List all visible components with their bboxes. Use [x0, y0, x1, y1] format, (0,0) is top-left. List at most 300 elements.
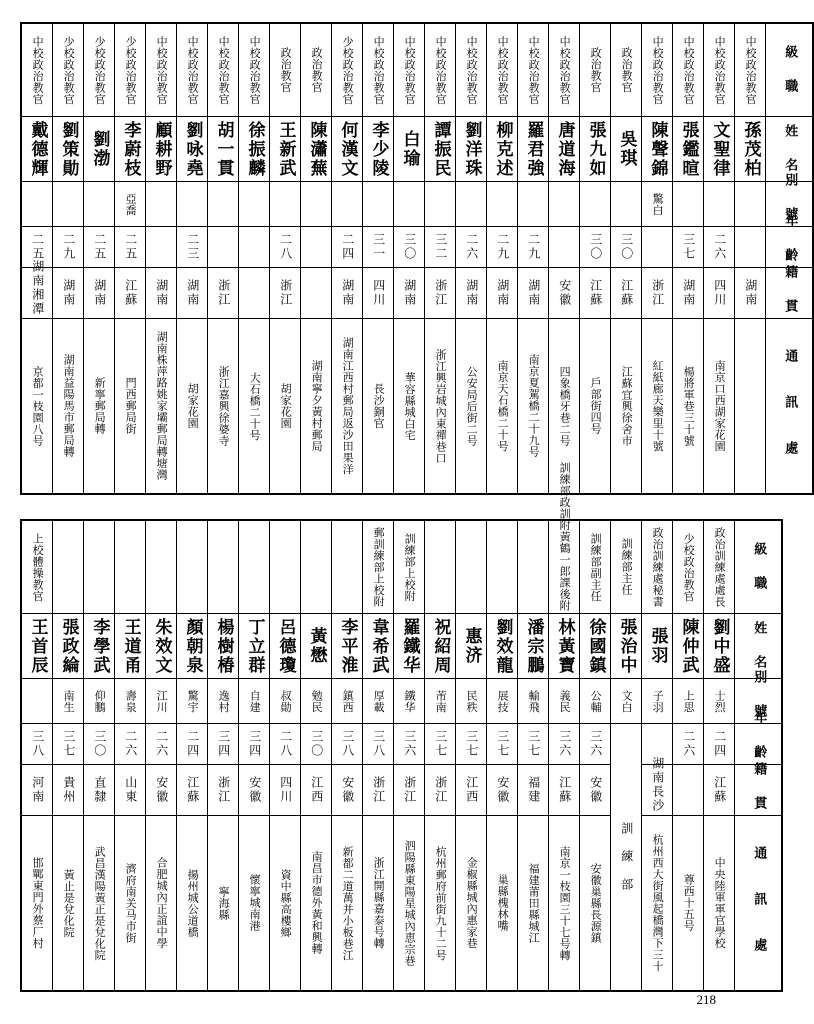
cell-name: 陳瀟蕪 [301, 117, 332, 182]
cell-alias [735, 182, 766, 227]
cell-address: 巢縣槐林嘴 [487, 816, 518, 992]
cell-alias [177, 182, 208, 227]
cell-name: 劉中盛 [704, 614, 735, 679]
cell-alias [270, 182, 301, 227]
cell-address: 湖南寧夕黃村郵局 [301, 319, 332, 495]
cell-rank: 中校政治教官 [425, 23, 456, 117]
cell-origin: 貴州 [53, 765, 84, 816]
cell-rank [84, 520, 115, 614]
cell-address: 黃止是兌化院 [53, 816, 84, 992]
cell-alias: 自建 [239, 679, 270, 724]
cell-origin: 江蘇 [115, 268, 146, 319]
cell-age: 三六 [394, 724, 425, 765]
cell-name: 柳克述 [487, 117, 518, 182]
cell-address: 大石橋二十号 [239, 319, 270, 495]
table-row-rank [21, 520, 782, 614]
cell-alias [425, 182, 456, 227]
cell-name: 王首辰 [21, 614, 53, 679]
cell-age: 二五 [84, 227, 115, 268]
cell-age: 二六 [115, 724, 146, 765]
cell-alias: 文白 [611, 679, 642, 724]
cell-name: 譚振民 [425, 117, 456, 182]
cell-age: 二八 [270, 227, 301, 268]
cell-origin [239, 268, 270, 319]
cell-name: 王道甬 [115, 614, 146, 679]
cell-origin: 安徽 [487, 765, 518, 816]
cell-address: 浙江興岩城內東禪巷口 [425, 319, 456, 495]
cell-rank: 上校體操教官 [21, 520, 53, 614]
cell-origin: 江西 [301, 765, 332, 816]
cell-alias: 子羽 [642, 679, 673, 724]
cell-rank [239, 520, 270, 614]
cell-name: 林黃寶 [549, 614, 580, 679]
table-row-name [21, 117, 813, 182]
cell-age: 三四 [208, 724, 239, 765]
cell-age [642, 227, 673, 268]
cell-alias: 上思 [673, 679, 704, 724]
cell-name: 朱效文 [146, 614, 177, 679]
cell-age: 三八 [21, 724, 53, 765]
cell-origin: 湖南 [332, 268, 363, 319]
table-row-age [21, 227, 813, 268]
cell-alias [301, 182, 332, 227]
cell-origin: 浙江 [363, 765, 394, 816]
cell-origin: 直隸 [84, 765, 115, 816]
cell-address: 浙江嘉興徐婆寺 [208, 319, 239, 495]
cell-rank: 政治教官 [580, 23, 611, 117]
cell-age: 三一 [363, 227, 394, 268]
cell-name: 何漢文 [332, 117, 363, 182]
cell-origin: 湖南 [177, 268, 208, 319]
cell-name: 祝紹周 [425, 614, 456, 679]
cell-age [301, 227, 332, 268]
cell-address: 南京一枝園三十七号轉 [549, 816, 580, 992]
cell-age [208, 227, 239, 268]
column-header-name: 姓 名 [735, 614, 783, 679]
cell-age: 二六 [673, 724, 704, 765]
cell-origin: 江蘇 [611, 268, 642, 319]
cell-address: 杭州西大街風起橋灣下三十 [642, 816, 673, 992]
cell-name: 徐國鎮 [580, 614, 611, 679]
cell-origin: 福建 [518, 765, 549, 816]
cell-alias: 勉民 [301, 679, 332, 724]
cell-name: 丁立群 [239, 614, 270, 679]
cell-address: 泗陽縣東陽星城內恵宗巷 [394, 816, 425, 992]
cell-age [735, 227, 766, 268]
cell-origin: 江蘇 [177, 765, 208, 816]
cell-rank [53, 520, 84, 614]
cell-alias: 壽泉 [115, 679, 146, 724]
cell-age: 三〇 [611, 227, 642, 268]
cell-rank: 政治訓練處處長 [704, 520, 735, 614]
cell-origin: 江蘇 [549, 765, 580, 816]
cell-address: 胡家花園 [270, 319, 301, 495]
cell-age: 二六 [146, 724, 177, 765]
cell-name: 張治中 [611, 614, 642, 679]
cell-name: 顧耕野 [146, 117, 177, 182]
cell-name: 張鑑暄 [673, 117, 704, 182]
cell-alias [21, 182, 53, 227]
cell-age: 三〇 [301, 724, 332, 765]
cell-name: 吳琪 [611, 117, 642, 182]
column-header-rank: 級 職 [766, 23, 814, 117]
cell-name: 戴德輝 [21, 117, 53, 182]
cell-alias: 逸村 [208, 679, 239, 724]
cell-age [239, 227, 270, 268]
table-row-address [21, 816, 782, 992]
cell-address: 濟府南关马市街 [115, 816, 146, 992]
cell-address: 福建莆田縣城江 [518, 816, 549, 992]
cell-origin: 江西 [456, 765, 487, 816]
cell-rank: 政治訓練處秘書 [642, 520, 673, 614]
cell-rank: 中校政治教官 [239, 23, 270, 117]
cell-alias [456, 182, 487, 227]
cell-age: 三七 [518, 724, 549, 765]
table-row-rank [21, 23, 813, 117]
cell-age: 三八 [332, 724, 363, 765]
cell-address: 公安局后街二号 [456, 319, 487, 495]
cell-origin: 浙江 [270, 268, 301, 319]
cell-alias [239, 182, 270, 227]
cell-age: 三〇 [394, 227, 425, 268]
cell-rank: 中校政治教官 [208, 23, 239, 117]
cell-origin: 四川 [704, 268, 735, 319]
cell-address: 杭州郵府前街九十二号 [425, 816, 456, 992]
cell-rank: 中校政治教官 [487, 23, 518, 117]
cell-name: 劉洋珠 [456, 117, 487, 182]
table-row-name [21, 614, 782, 679]
cell-alias [549, 182, 580, 227]
cell-age: 三七 [425, 724, 456, 765]
cell-name: 羅鐵华 [394, 614, 425, 679]
table-row-address [21, 319, 813, 495]
cell-origin: 四川 [363, 268, 394, 319]
cell-origin: 湖南 [84, 268, 115, 319]
cell-address: 合肥城內正誼中學 [146, 816, 177, 992]
cell-age: 二三 [177, 227, 208, 268]
cell-address: 懷寧城南港 [239, 816, 270, 992]
cell-address: 華容縣城白宅 [394, 319, 425, 495]
cell-alias [518, 182, 549, 227]
cell-name: 呂德瓊 [270, 614, 301, 679]
cell-address: 寧海縣 [208, 816, 239, 992]
cell-name: 唐道海 [549, 117, 580, 182]
cell-age: 二五 [115, 227, 146, 268]
column-header-alias: 別 號 [735, 679, 783, 724]
column-header-age: 年 齡 [735, 724, 783, 765]
cell-origin: 湖南 [487, 268, 518, 319]
cell-alias [146, 182, 177, 227]
cell-age: 三二 [425, 227, 456, 268]
cell-alias [704, 182, 735, 227]
cell-rank: 中校政治教官 [177, 23, 208, 117]
page-number: 218 [696, 992, 716, 1007]
column-header-alias: 別 號 [766, 182, 814, 227]
cell-address: 南京天石橋二十号 [487, 319, 518, 495]
cell-alias [611, 182, 642, 227]
cell-age: 三七 [673, 227, 704, 268]
cell-address: 江蘇宜興徐舍市 [611, 319, 642, 495]
cell-origin: 湖南 [518, 268, 549, 319]
cell-alias: 厚載 [363, 679, 394, 724]
column-header-address: 通 訊 處 [766, 319, 814, 495]
cell-origin: 安徽 [332, 765, 363, 816]
cell-name: 文聖律 [704, 117, 735, 182]
cell-name: 劉效龍 [487, 614, 518, 679]
cell-address: 邯鄲東門外蔡厂村 [21, 816, 53, 992]
cell-origin: 湖南 [735, 268, 766, 319]
cell-alias [363, 182, 394, 227]
table-row-age [21, 724, 782, 765]
cell-origin: 山東 [115, 765, 146, 816]
cell-name: 顏朝泉 [177, 614, 208, 679]
cell-address: 揚州城公道橋 [177, 816, 208, 992]
cell-address: 湖南益陽馬市郵局轉 [53, 319, 84, 495]
cell-rank [301, 520, 332, 614]
column-header-name: 姓 名 [766, 117, 814, 182]
cell-rank: 政治教官 [270, 23, 301, 117]
cell-origin: 湖南 [456, 268, 487, 319]
cell-origin: 浙江 [425, 765, 456, 816]
cell-address: 浙江開縣嘉泰号轉 [363, 816, 394, 992]
cell-name: 李學武 [84, 614, 115, 679]
cell-age: 二六 [456, 227, 487, 268]
cell-name: 楊樹椿 [208, 614, 239, 679]
cell-address: 紅紙廊天樂里十號 [642, 319, 673, 495]
cell-rank [115, 520, 146, 614]
cell-origin: 湖南湘潭 [21, 268, 53, 319]
cell-age: 三〇 [84, 724, 115, 765]
cell-age: 二四 [332, 227, 363, 268]
cell-name: 劉咏堯 [177, 117, 208, 182]
cell-age: 三四 [239, 724, 270, 765]
cell-address: 京都一枝園八号 [21, 319, 53, 495]
cell-name: 王新武 [270, 117, 301, 182]
column-header-rank: 級 職 [735, 520, 783, 614]
cell-alias: 士烈 [704, 679, 735, 724]
cell-rank: 中校政治教官 [673, 23, 704, 117]
cell-rank: 少校政治教官 [673, 520, 704, 614]
cell-rank: 中校政治教官 [518, 23, 549, 117]
cell-address: 四象橋牙巷二号 [549, 319, 580, 495]
cell-name: 韋希武 [363, 614, 394, 679]
cell-name: 李平淮 [332, 614, 363, 679]
cell-rank: 少校政治教官 [332, 23, 363, 117]
cell-origin: 浙江 [394, 765, 425, 816]
cell-origin: 安徽 [146, 765, 177, 816]
cell-name: 張政綸 [53, 614, 84, 679]
column-header-origin: 籍 貫 [735, 765, 783, 816]
cell-name: 張九如 [580, 117, 611, 182]
cell-age: 二六 [704, 227, 735, 268]
cell-age: 二九 [518, 227, 549, 268]
cell-address: 戶部街四号 [580, 319, 611, 495]
cell-alias: 亞喬 [115, 182, 146, 227]
cell-alias: 江川 [146, 679, 177, 724]
cell-origin: 江蘇 [580, 268, 611, 319]
cell-origin: 湖南長沙 [642, 765, 673, 816]
cell-age [146, 227, 177, 268]
roster-table-training-department [20, 461, 783, 992]
cell-origin: 湖南 [53, 268, 84, 319]
cell-age: 二五 [21, 227, 53, 268]
cell-address: 金椒縣城內惠家巷 [456, 816, 487, 992]
cell-rank: 少校政治教官 [53, 23, 84, 117]
cell-rank [487, 520, 518, 614]
cell-rank: 中校政治教官 [735, 23, 766, 117]
cell-origin: 湖南 [146, 268, 177, 319]
section-label-training-department: 訓 練 部 [611, 724, 642, 992]
column-header-origin: 籍 貫 [766, 268, 814, 319]
table-row-alias [21, 182, 813, 227]
cell-name: 潘宗鵬 [518, 614, 549, 679]
table-row-origin [21, 268, 813, 319]
cell-age: 三八 [363, 724, 394, 765]
cell-alias: 公輔 [580, 679, 611, 724]
cell-alias [487, 182, 518, 227]
cell-age: 三〇 [580, 227, 611, 268]
cell-age [549, 227, 580, 268]
cell-rank: 中校政治教官 [642, 23, 673, 117]
cell-rank: 中校政治教官 [549, 23, 580, 117]
cell-rank: 少校政治教官 [84, 23, 115, 117]
cell-name: 徐振麟 [239, 117, 270, 182]
cell-address: 胡家花園 [177, 319, 208, 495]
cell-alias [21, 679, 53, 724]
cell-origin: 浙江 [208, 765, 239, 816]
cell-age: 三七 [456, 724, 487, 765]
cell-rank: 中校政治教官 [704, 23, 735, 117]
cell-address: 南京口西湖家花園 [704, 319, 735, 495]
cell-rank [270, 520, 301, 614]
cell-origin [673, 765, 704, 816]
cell-address: 資中縣高樓鄉 [270, 816, 301, 992]
cell-address: 湖南江西村郵局返沙田果洋 [332, 319, 363, 495]
cell-name: 陳仲武 [673, 614, 704, 679]
cell-rank [177, 520, 208, 614]
cell-rank [425, 520, 456, 614]
roster-table-political-instructors [20, 22, 814, 495]
cell-name: 劉策勛 [53, 117, 84, 182]
cell-address: 南京夏駕橋二十九号 [518, 319, 549, 495]
cell-age: 三七 [487, 724, 518, 765]
cell-address: 安徽巢縣長源鎮 [580, 816, 611, 992]
cell-age: 三六 [580, 724, 611, 765]
cell-alias: 義民 [549, 679, 580, 724]
cell-address: 南昌市德外黃和興轉 [301, 816, 332, 992]
cell-alias: 輸飛 [518, 679, 549, 724]
cell-alias: 民秩 [456, 679, 487, 724]
cell-rank: 中校政治教官 [456, 23, 487, 117]
cell-name: 黃懋 [301, 614, 332, 679]
cell-address: 新寧郵局轉 [84, 319, 115, 495]
cell-rank: 訓練部政訓附黃鶴一郎課後附 [549, 520, 580, 614]
cell-origin: 安徽 [239, 765, 270, 816]
cell-age: 二四 [177, 724, 208, 765]
cell-rank: 政治教官 [301, 23, 332, 117]
cell-origin: 湖南 [394, 268, 425, 319]
table-row-alias [21, 679, 782, 724]
cell-rank: 政治教官 [611, 23, 642, 117]
cell-rank: 訓練部副主任 [580, 520, 611, 614]
cell-name: 白瑜 [394, 117, 425, 182]
cell-age: 三六 [549, 724, 580, 765]
cell-alias: 叔勛 [270, 679, 301, 724]
cell-alias [208, 182, 239, 227]
cell-address: 中央陸軍軍官學校 [704, 816, 735, 992]
cell-name: 陳聲錦 [642, 117, 673, 182]
cell-name: 惠济 [456, 614, 487, 679]
cell-name: 李蔚枝 [115, 117, 146, 182]
cell-origin [301, 268, 332, 319]
cell-origin: 江蘇 [704, 765, 735, 816]
cell-origin: 湖南 [673, 268, 704, 319]
cell-alias: 仰鵬 [84, 679, 115, 724]
cell-origin: 四川 [270, 765, 301, 816]
cell-address [735, 319, 766, 495]
cell-origin: 浙江 [208, 268, 239, 319]
cell-alias: 鎮西 [332, 679, 363, 724]
cell-name: 李少陵 [363, 117, 394, 182]
cell-address: 武昌漢陽黃正是兌化院 [84, 816, 115, 992]
cell-address: 湖南株萍路姚家壩郵局轉塘灣 [146, 319, 177, 495]
cell-rank [208, 520, 239, 614]
cell-age: 二四 [704, 724, 735, 765]
cell-alias: 芾南 [425, 679, 456, 724]
cell-rank: 中校政治教官 [394, 23, 425, 117]
cell-alias [673, 182, 704, 227]
cell-age: 二九 [487, 227, 518, 268]
cell-name: 胡一貫 [208, 117, 239, 182]
cell-origin: 河南 [21, 765, 53, 816]
cell-rank: 訓練部主任 [611, 520, 642, 614]
cell-address: 門西郵局街 [115, 319, 146, 495]
cell-address: 楊將軍巷三十號 [673, 319, 704, 495]
cell-rank: 中校政治教官 [21, 23, 53, 117]
table-spacer [20, 495, 722, 519]
column-header-address: 通 訊 處 [735, 816, 783, 992]
table-row-origin [21, 765, 782, 816]
cell-alias [580, 182, 611, 227]
cell-name: 劉渤 [84, 117, 115, 182]
cell-alias: 鐵华 [394, 679, 425, 724]
cell-age: 二八 [270, 724, 301, 765]
cell-name: 孫茂柏 [735, 117, 766, 182]
cell-rank [146, 520, 177, 614]
cell-rank: 訓練部上校附 [394, 520, 425, 614]
cell-rank: 中校政治教官 [363, 23, 394, 117]
cell-rank: 郵訓練部上校附 [363, 520, 394, 614]
cell-origin: 安徽 [549, 268, 580, 319]
cell-address: 新都二道萬并小板巷江 [332, 816, 363, 992]
cell-alias: 驚宇 [177, 679, 208, 724]
cell-alias: 南生 [53, 679, 84, 724]
cell-name: 羅君強 [518, 117, 549, 182]
cell-age: 三七 [53, 724, 84, 765]
cell-alias [332, 182, 363, 227]
cell-name: 張羽 [642, 614, 673, 679]
cell-rank [456, 520, 487, 614]
cell-alias [84, 182, 115, 227]
cell-origin: 浙江 [425, 268, 456, 319]
cell-age: 二九 [53, 227, 84, 268]
cell-alias [394, 182, 425, 227]
cell-alias: 驚白 [642, 182, 673, 227]
cell-alias [53, 182, 84, 227]
column-header-age: 年 齡 [766, 227, 814, 268]
cell-address: 尊西十五号 [673, 816, 704, 992]
cell-alias: 展技 [487, 679, 518, 724]
